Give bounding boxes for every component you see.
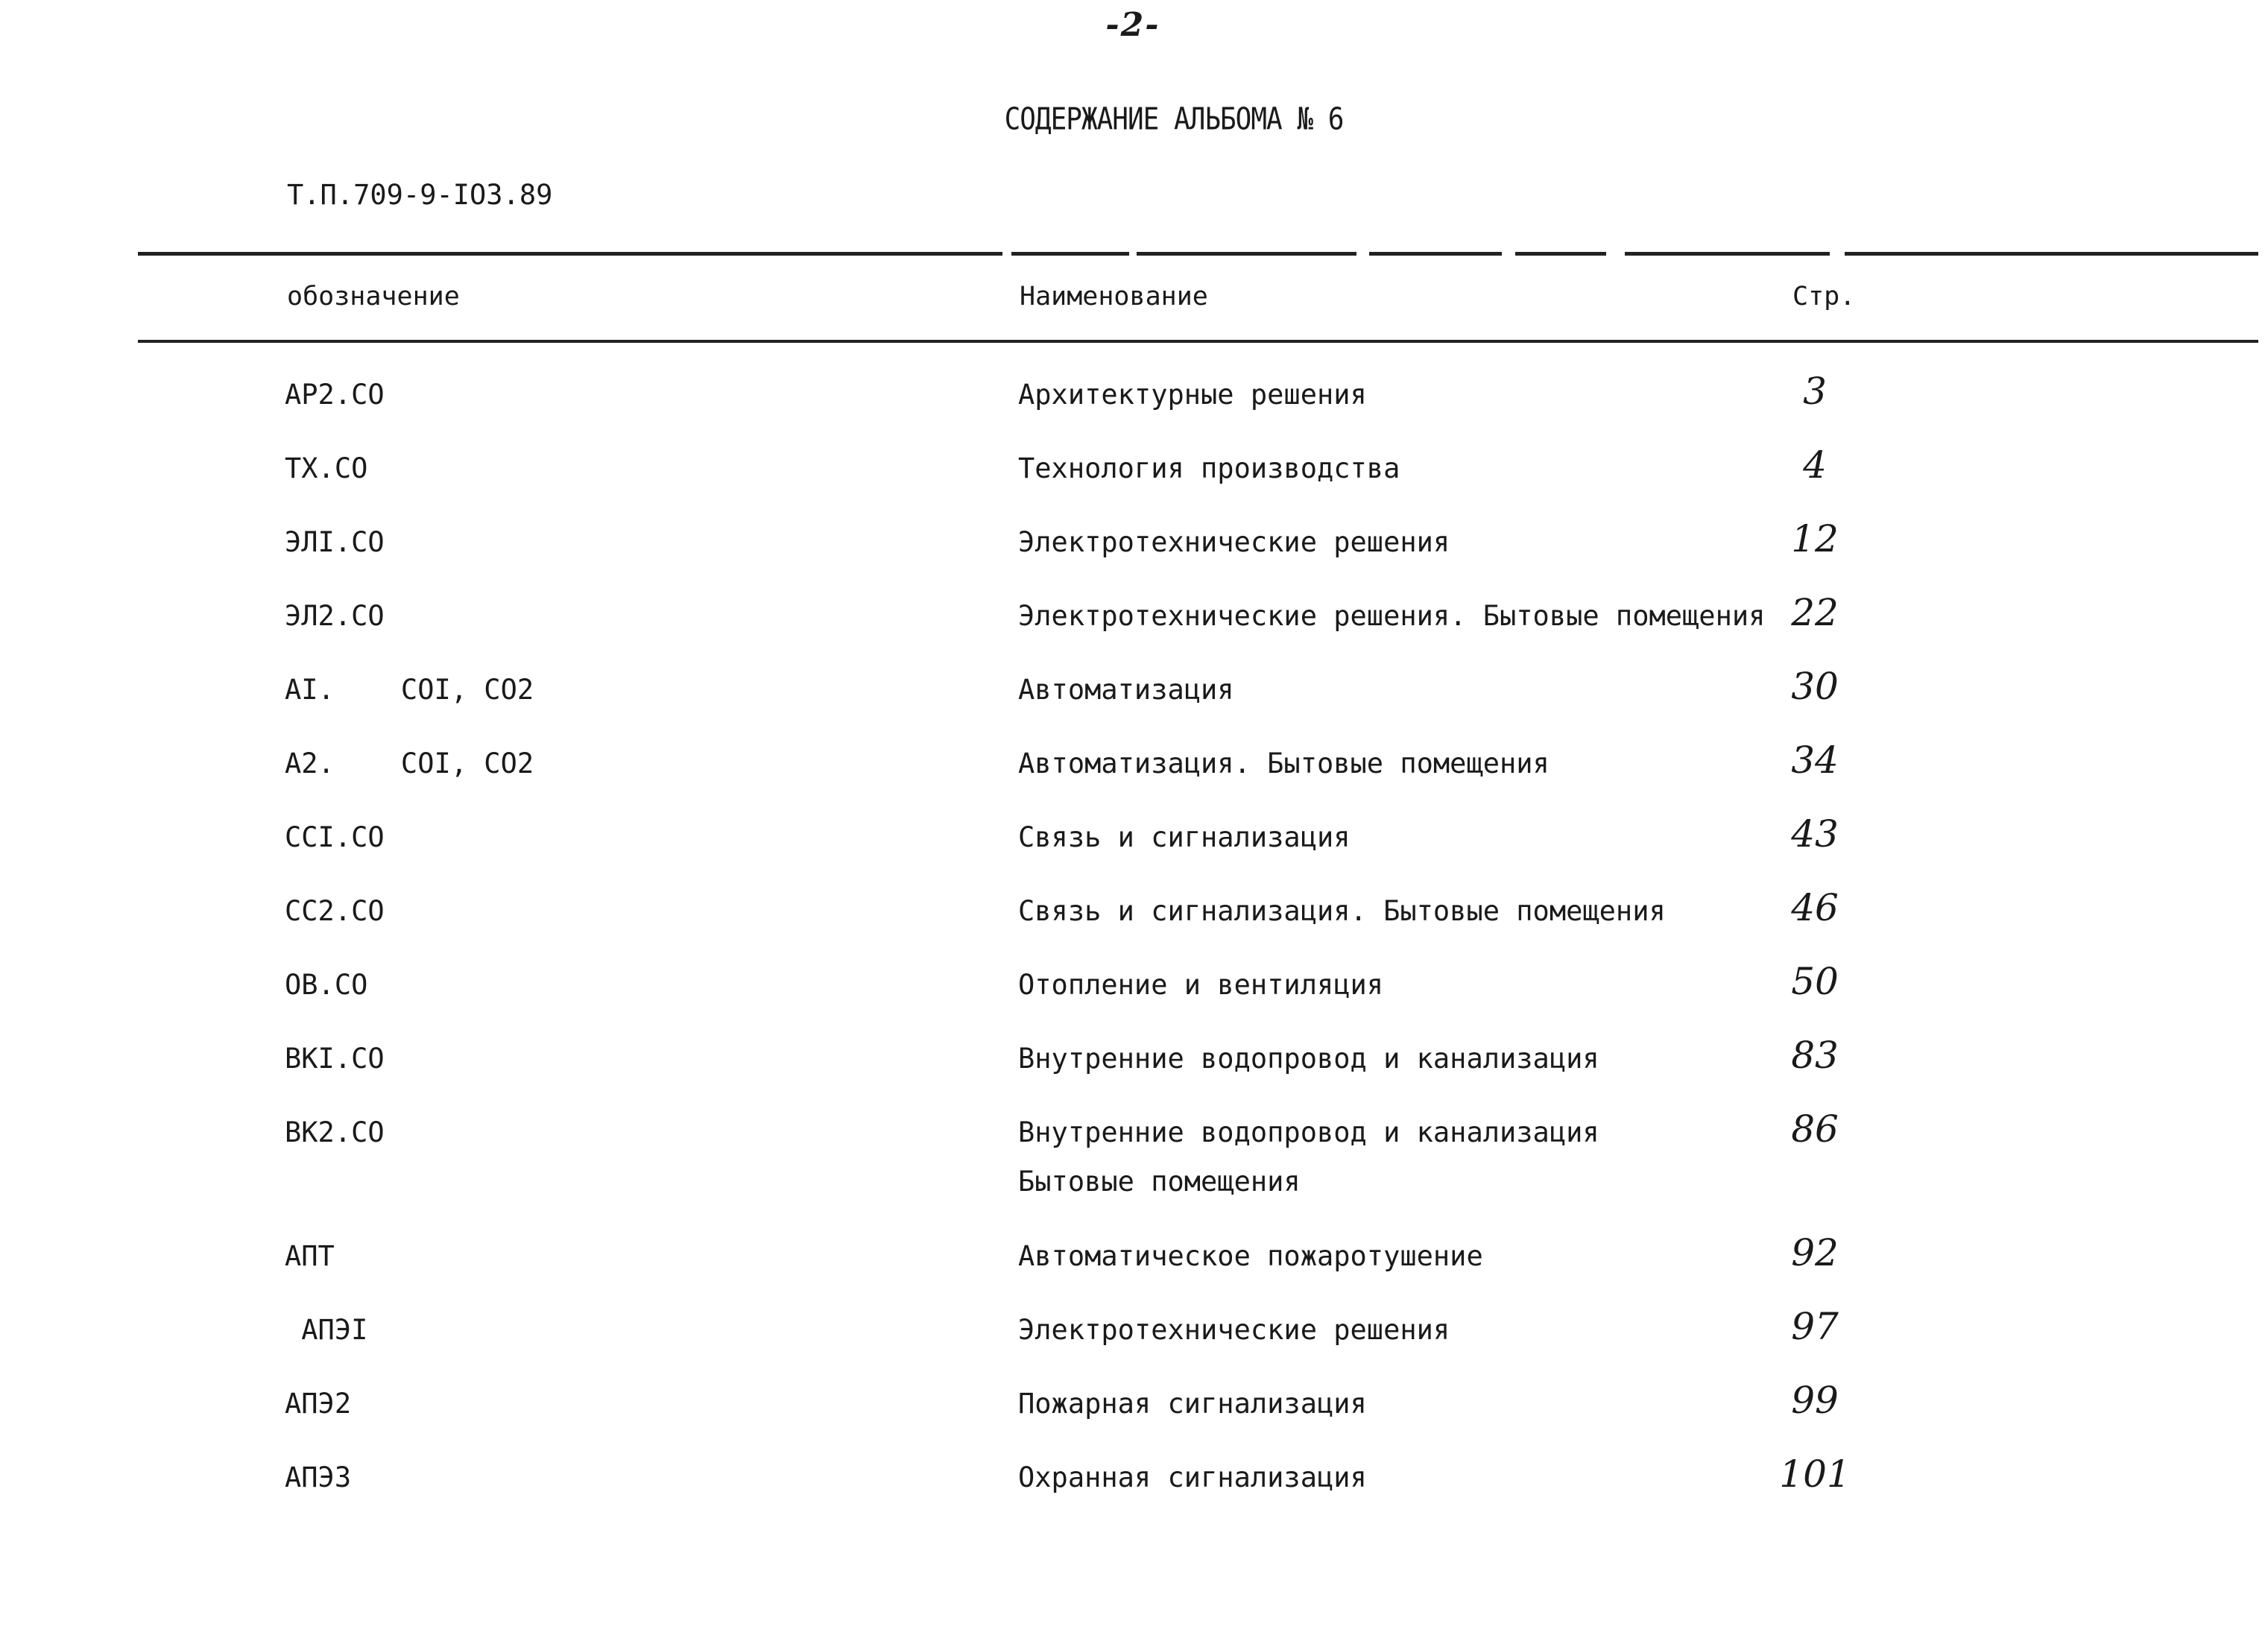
table-row: [0, 1305, 2268, 1381]
row-name: Электротехнические решения. Бытовые помещения: [1018, 600, 1766, 632]
row-name: Охранная сигнализация: [1018, 1461, 1367, 1493]
row-code: АПЭ3: [285, 1461, 352, 1493]
row-page: 50: [1791, 960, 1839, 1003]
row-page: 101: [1779, 1452, 1851, 1496]
row-page: 3: [1803, 370, 1827, 413]
row-code: СС2.СО: [285, 895, 385, 927]
row-name: Внутренние водопровод и канализация: [1018, 1116, 1599, 1148]
row-page: 30: [1791, 665, 1839, 708]
row-name: Автоматизация: [1018, 674, 1234, 706]
table-row: [0, 1379, 2268, 1455]
table-row: [0, 812, 2268, 888]
table-row: [0, 370, 2268, 446]
row-page: 4: [1803, 443, 1827, 487]
table-row: [0, 886, 2268, 962]
table-row: [0, 1107, 2268, 1236]
row-name: Электротехнические решения: [1018, 526, 1450, 558]
row-code: АР2.СО: [285, 379, 385, 411]
row-page: 43: [1791, 812, 1839, 856]
row-page: 46: [1791, 886, 1839, 929]
row-page: 83: [1791, 1034, 1839, 1077]
table-row: [0, 443, 2268, 519]
header-page: Стр.: [1792, 282, 1856, 312]
table-row: [0, 591, 2268, 667]
row-code: ВК2.СО: [285, 1116, 385, 1148]
row-name: Пожарная сигнализация: [1018, 1388, 1367, 1420]
project-code: Т.П.709-9-IO3.89: [287, 179, 553, 211]
row-code: АI. СОI, СО2: [285, 674, 534, 706]
row-page: 12: [1791, 517, 1839, 560]
table-row: [0, 665, 2268, 741]
table-row: [0, 517, 2268, 593]
table-row: [0, 1452, 2268, 1528]
row-page: 22: [1791, 591, 1839, 634]
row-name: Автоматизация. Бытовые помещения: [1018, 747, 1550, 780]
row-code: ОВ.СО: [285, 969, 368, 1001]
page-number: -2-: [1105, 6, 1160, 44]
row-code: АПЭ2: [285, 1388, 352, 1420]
row-page: 86: [1791, 1107, 1839, 1151]
row-name: Архитектурные решения: [1018, 379, 1367, 411]
row-code: АПТ: [285, 1240, 335, 1272]
album-title: СОДЕРЖАНИЕ АЛЬБОМА № 6: [1004, 101, 1344, 138]
table-row: [0, 1034, 2268, 1110]
row-name: Связь и сигнализация. Бытовые помещения: [1018, 895, 1666, 927]
row-code: А2. СОI, СО2: [285, 747, 534, 780]
row-page: 99: [1791, 1379, 1839, 1422]
header-code: обозначение: [287, 282, 460, 312]
row-code: ВКI.СО: [285, 1043, 385, 1075]
table-top-rule: [138, 252, 2258, 256]
header-name: Наименование: [1020, 282, 1208, 312]
row-name: Электротехнические решения: [1018, 1314, 1450, 1346]
table-header-rule: [138, 340, 2258, 343]
row-code: ССI.СО: [285, 821, 385, 853]
table-row: [0, 960, 2268, 1036]
row-page: 97: [1791, 1305, 1839, 1348]
row-code: АПЭI: [285, 1314, 368, 1346]
row-name: Отопление и вентиляция: [1018, 969, 1384, 1001]
row-page: 34: [1791, 739, 1839, 782]
row-name-continuation: Бытовые помещения: [1018, 1166, 1301, 1198]
row-name: Автоматическое пожаротушение: [1018, 1240, 1483, 1272]
row-code: ЭЛ2.СО: [285, 600, 385, 632]
row-name: Связь и сигнализация: [1018, 821, 1351, 853]
row-code: ТХ.СО: [285, 452, 368, 484]
row-code: ЭЛI.СО: [285, 526, 385, 558]
table-row: [0, 1231, 2268, 1307]
row-name: Технология производства: [1018, 452, 1400, 484]
table-row: [0, 739, 2268, 815]
row-name: Внутренние водопровод и канализация: [1018, 1043, 1599, 1075]
row-page: 92: [1791, 1231, 1839, 1274]
